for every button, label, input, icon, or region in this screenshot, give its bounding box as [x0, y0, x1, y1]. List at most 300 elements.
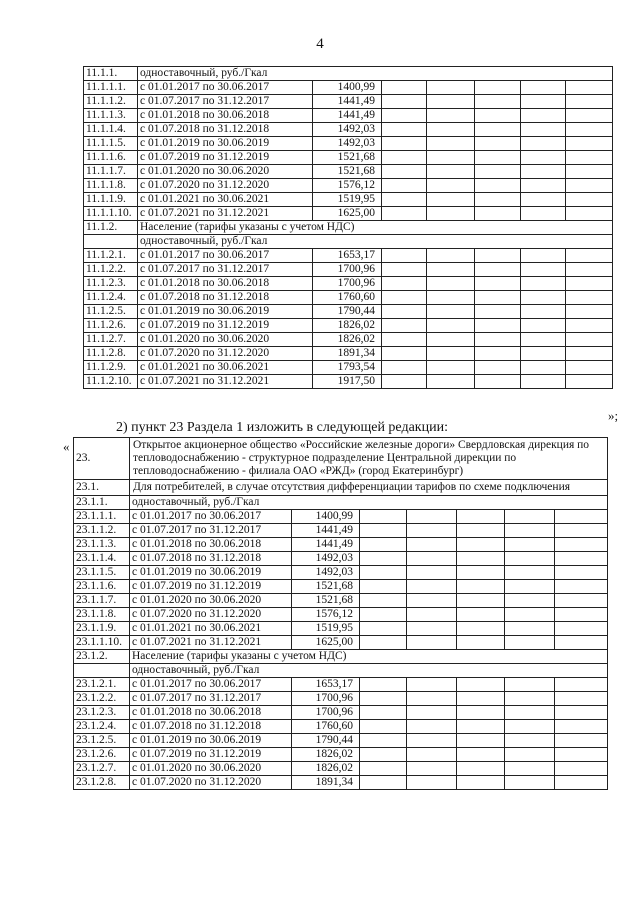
- row-code: 11.1.1.9.: [84, 193, 138, 207]
- table-row: [84, 221, 613, 235]
- table-row: [74, 706, 608, 720]
- empty-cell: [407, 692, 457, 706]
- table-row: [84, 67, 613, 81]
- table-row: [84, 151, 613, 165]
- row-period: с 01.01.2019 по 30.06.2019: [130, 566, 292, 580]
- row-heading: одноставочный, руб./Гкал: [130, 496, 608, 510]
- empty-cell: [427, 263, 475, 277]
- row-value: 1625,00: [313, 207, 382, 221]
- empty-cell: [382, 291, 427, 305]
- empty-cell: [566, 319, 613, 333]
- table-row: [84, 207, 613, 221]
- empty-cell: [427, 361, 475, 375]
- tariff-table-11: [83, 66, 613, 389]
- empty-cell: [505, 692, 555, 706]
- empty-cell: [521, 305, 566, 319]
- row-value: 1760,60: [292, 720, 360, 734]
- empty-cell: [555, 608, 608, 622]
- empty-cell: [360, 776, 407, 790]
- row-code: 11.1.2.10.: [84, 375, 138, 389]
- row-value: 1576,12: [313, 179, 382, 193]
- row-value: 1826,02: [292, 762, 360, 776]
- empty-cell: [505, 608, 555, 622]
- row-value: 1441,49: [292, 524, 360, 538]
- empty-cell: [427, 277, 475, 291]
- empty-cell: [360, 594, 407, 608]
- empty-cell: [457, 524, 505, 538]
- empty-cell: [382, 347, 427, 361]
- row-code: 11.1.1.6.: [84, 151, 138, 165]
- table-row: [74, 566, 608, 580]
- table-row: [84, 375, 613, 389]
- empty-cell: [566, 95, 613, 109]
- empty-cell: [457, 636, 505, 650]
- row-period: с 01.07.2019 по 31.12.2019: [138, 151, 313, 165]
- empty-cell: [505, 566, 555, 580]
- empty-cell: [475, 81, 521, 95]
- empty-cell: [475, 263, 521, 277]
- empty-cell: [475, 151, 521, 165]
- empty-cell: [457, 678, 505, 692]
- empty-cell: [475, 333, 521, 347]
- table-row: [84, 333, 613, 347]
- empty-cell: [475, 375, 521, 389]
- empty-cell: [457, 552, 505, 566]
- row-code: 23.1.2.8.: [74, 776, 130, 790]
- table-row: [74, 678, 608, 692]
- table-row: [84, 263, 613, 277]
- empty-cell: [521, 137, 566, 151]
- empty-cell: [407, 594, 457, 608]
- empty-cell: [407, 608, 457, 622]
- row-code: 11.1.1.10.: [84, 207, 138, 221]
- row-period: с 01.07.2017 по 31.12.2017: [130, 692, 292, 706]
- empty-cell: [555, 552, 608, 566]
- row-period: с 01.01.2020 по 30.06.2020: [130, 594, 292, 608]
- row-period: с 01.07.2017 по 31.12.2017: [130, 524, 292, 538]
- row-value: 1521,68: [292, 580, 360, 594]
- empty-cell: [475, 165, 521, 179]
- empty-cell: [521, 165, 566, 179]
- tariff-table-23: [73, 437, 608, 790]
- row-period: с 01.07.2019 по 31.12.2019: [130, 748, 292, 762]
- empty-cell: [475, 193, 521, 207]
- table-row: [74, 762, 608, 776]
- empty-cell: [521, 193, 566, 207]
- empty-cell: [555, 636, 608, 650]
- row-period: с 01.01.2017 по 30.06.2017: [130, 510, 292, 524]
- empty-cell: [505, 552, 555, 566]
- empty-cell: [555, 566, 608, 580]
- row-period: с 01.07.2019 по 31.12.2019: [130, 580, 292, 594]
- empty-cell: [457, 622, 505, 636]
- table-row: [74, 692, 608, 706]
- table-row: [74, 580, 608, 594]
- empty-cell: [360, 678, 407, 692]
- row-code: 23.1.2.6.: [74, 748, 130, 762]
- table-row: [74, 538, 608, 552]
- row-code: 23.1.2.7.: [74, 762, 130, 776]
- empty-cell: [360, 692, 407, 706]
- empty-cell: [521, 249, 566, 263]
- empty-cell: [505, 706, 555, 720]
- empty-cell: [555, 538, 608, 552]
- row-heading: одноставочный, руб./Гкал: [138, 67, 613, 81]
- empty-cell: [382, 165, 427, 179]
- empty-cell: [555, 622, 608, 636]
- row-value: 1700,96: [313, 277, 382, 291]
- row-value: 1441,49: [313, 95, 382, 109]
- empty-cell: [475, 319, 521, 333]
- empty-cell: [566, 193, 613, 207]
- empty-cell: [521, 95, 566, 109]
- row-period: с 01.07.2020 по 31.12.2020: [138, 347, 313, 361]
- empty-cell: [475, 109, 521, 123]
- row-value: 1700,96: [292, 706, 360, 720]
- row-code: 11.1.2.3.: [84, 277, 138, 291]
- empty-cell: [382, 151, 427, 165]
- empty-cell: [566, 291, 613, 305]
- table-row: [74, 650, 608, 664]
- row-period: с 01.07.2021 по 31.12.2021: [130, 636, 292, 650]
- empty-cell: [521, 123, 566, 137]
- empty-cell: [521, 361, 566, 375]
- empty-cell: [475, 361, 521, 375]
- row-heading: Открытое акционерное общество «Российские железные дороги» Свердловская дирекция по тепловодоснабжению - структурное подразделение Центральной дирекции по тепловодоснабжению - филиала ОАО «РЖД» (город Екатеринбург): [130, 438, 608, 480]
- row-period: с 01.01.2018 по 30.06.2018: [130, 538, 292, 552]
- empty-cell: [566, 137, 613, 151]
- row-period: с 01.01.2017 по 30.06.2017: [138, 81, 313, 95]
- empty-cell: [475, 137, 521, 151]
- row-period: с 01.07.2018 по 31.12.2018: [130, 720, 292, 734]
- closing-quote: »;: [608, 408, 619, 423]
- empty-cell: [427, 165, 475, 179]
- row-code: 23.1.2.2.: [74, 692, 130, 706]
- empty-cell: [382, 277, 427, 291]
- empty-cell: [360, 748, 407, 762]
- row-code: 23.1.1.: [74, 496, 130, 510]
- row-period: с 01.01.2021 по 30.06.2021: [130, 622, 292, 636]
- row-value: 1519,95: [292, 622, 360, 636]
- row-value: 1826,02: [313, 319, 382, 333]
- empty-cell: [475, 207, 521, 221]
- row-period: с 01.01.2020 по 30.06.2020: [138, 333, 313, 347]
- row-period: с 01.01.2018 по 30.06.2018: [138, 277, 313, 291]
- row-value: 1492,03: [292, 566, 360, 580]
- row-code: [84, 235, 138, 249]
- empty-cell: [360, 566, 407, 580]
- empty-cell: [505, 510, 555, 524]
- row-heading: Для потребителей, в случае отсутствия дифференциации тарифов по схеме подключения: [130, 480, 608, 496]
- row-heading: одноставочный, руб./Гкал: [130, 664, 608, 678]
- row-value: 1519,95: [313, 193, 382, 207]
- empty-cell: [457, 734, 505, 748]
- empty-cell: [505, 734, 555, 748]
- empty-cell: [505, 762, 555, 776]
- empty-cell: [457, 594, 505, 608]
- row-code: 11.1.1.8.: [84, 179, 138, 193]
- table-row: [84, 235, 613, 249]
- empty-cell: [475, 277, 521, 291]
- row-period: с 01.07.2018 по 31.12.2018: [138, 291, 313, 305]
- table-row: [74, 496, 608, 510]
- table-row: [84, 109, 613, 123]
- empty-cell: [555, 524, 608, 538]
- table-row: [74, 552, 608, 566]
- empty-cell: [382, 319, 427, 333]
- row-value: 1521,68: [313, 151, 382, 165]
- row-code: 11.1.2.2.: [84, 263, 138, 277]
- empty-cell: [382, 207, 427, 221]
- table-row: [74, 734, 608, 748]
- empty-cell: [555, 678, 608, 692]
- row-period: с 01.01.2019 по 30.06.2019: [130, 734, 292, 748]
- empty-cell: [407, 580, 457, 594]
- empty-cell: [427, 319, 475, 333]
- table-row: [84, 305, 613, 319]
- empty-cell: [566, 347, 613, 361]
- row-value: 1492,03: [313, 137, 382, 151]
- empty-cell: [475, 95, 521, 109]
- empty-cell: [427, 347, 475, 361]
- empty-cell: [360, 538, 407, 552]
- empty-cell: [407, 524, 457, 538]
- empty-cell: [382, 179, 427, 193]
- row-value: 1492,03: [313, 123, 382, 137]
- table-row: [84, 319, 613, 333]
- row-code: 11.1.1.5.: [84, 137, 138, 151]
- empty-cell: [407, 678, 457, 692]
- empty-cell: [407, 776, 457, 790]
- table-row: [74, 664, 608, 678]
- row-code: 23.1.2.5.: [74, 734, 130, 748]
- empty-cell: [457, 538, 505, 552]
- row-code: 23.1.1.9.: [74, 622, 130, 636]
- row-value: 1793,54: [313, 361, 382, 375]
- row-period: с 01.01.2020 по 30.06.2020: [130, 762, 292, 776]
- empty-cell: [407, 566, 457, 580]
- table-row: [84, 193, 613, 207]
- row-value: 1441,49: [292, 538, 360, 552]
- empty-cell: [566, 375, 613, 389]
- empty-cell: [407, 552, 457, 566]
- empty-cell: [407, 734, 457, 748]
- table-row: [74, 608, 608, 622]
- empty-cell: [566, 263, 613, 277]
- empty-cell: [521, 81, 566, 95]
- row-code: 11.1.2.9.: [84, 361, 138, 375]
- row-code: 23.1.1.1.: [74, 510, 130, 524]
- empty-cell: [555, 594, 608, 608]
- table-row: [74, 510, 608, 524]
- table-row: [74, 480, 608, 496]
- empty-cell: [427, 137, 475, 151]
- empty-cell: [521, 347, 566, 361]
- row-code: 23.1.2.3.: [74, 706, 130, 720]
- row-code: 11.1.1.1.: [84, 81, 138, 95]
- row-period: с 01.07.2021 по 31.12.2021: [138, 375, 313, 389]
- empty-cell: [360, 524, 407, 538]
- empty-cell: [427, 305, 475, 319]
- row-value: 1790,44: [313, 305, 382, 319]
- empty-cell: [457, 580, 505, 594]
- row-value: 1653,17: [313, 249, 382, 263]
- empty-cell: [566, 179, 613, 193]
- table-row: [74, 720, 608, 734]
- table-row: [74, 776, 608, 790]
- empty-cell: [475, 249, 521, 263]
- empty-cell: [505, 748, 555, 762]
- row-period: с 01.07.2018 по 31.12.2018: [138, 123, 313, 137]
- row-period: с 01.07.2020 по 31.12.2020: [130, 608, 292, 622]
- empty-cell: [505, 678, 555, 692]
- row-code: 11.1.1.4.: [84, 123, 138, 137]
- empty-cell: [360, 552, 407, 566]
- row-value: 1891,34: [313, 347, 382, 361]
- amendment-instruction: 2) пункт 23 Раздела 1 изложить в следующей редакции:: [116, 420, 448, 435]
- empty-cell: [475, 305, 521, 319]
- empty-cell: [521, 263, 566, 277]
- row-period: с 01.07.2021 по 31.12.2021: [138, 207, 313, 221]
- empty-cell: [475, 179, 521, 193]
- row-period: с 01.01.2021 по 30.06.2021: [138, 193, 313, 207]
- table-row: [84, 179, 613, 193]
- row-heading: Население (тарифы указаны с учетом НДС): [130, 650, 608, 664]
- empty-cell: [457, 510, 505, 524]
- empty-cell: [457, 608, 505, 622]
- empty-cell: [555, 776, 608, 790]
- row-code: 23.1.1.10.: [74, 636, 130, 650]
- empty-cell: [555, 580, 608, 594]
- row-code: 23.1.2.4.: [74, 720, 130, 734]
- row-value: 1826,02: [313, 333, 382, 347]
- row-code: 23.1.2.1.: [74, 678, 130, 692]
- empty-cell: [555, 762, 608, 776]
- table-row: [84, 361, 613, 375]
- empty-cell: [566, 109, 613, 123]
- empty-cell: [505, 720, 555, 734]
- table-row: [84, 249, 613, 263]
- empty-cell: [360, 580, 407, 594]
- empty-cell: [427, 109, 475, 123]
- row-code: 23.1.1.6.: [74, 580, 130, 594]
- empty-cell: [382, 193, 427, 207]
- empty-cell: [427, 375, 475, 389]
- empty-cell: [427, 193, 475, 207]
- row-value: 1400,99: [313, 81, 382, 95]
- empty-cell: [555, 510, 608, 524]
- row-period: с 01.01.2021 по 30.06.2021: [138, 361, 313, 375]
- row-period: с 01.07.2017 по 31.12.2017: [138, 263, 313, 277]
- empty-cell: [382, 333, 427, 347]
- row-period: с 01.01.2019 по 30.06.2019: [138, 137, 313, 151]
- row-period: с 01.07.2017 по 31.12.2017: [138, 95, 313, 109]
- row-value: 1700,96: [313, 263, 382, 277]
- empty-cell: [521, 375, 566, 389]
- row-period: с 01.07.2019 по 31.12.2019: [138, 319, 313, 333]
- empty-cell: [382, 361, 427, 375]
- empty-cell: [382, 81, 427, 95]
- row-period: с 01.01.2019 по 30.06.2019: [138, 305, 313, 319]
- table-row: [74, 636, 608, 650]
- empty-cell: [555, 720, 608, 734]
- row-value: 1653,17: [292, 678, 360, 692]
- empty-cell: [457, 566, 505, 580]
- empty-cell: [427, 123, 475, 137]
- row-period: с 01.01.2020 по 30.06.2020: [138, 165, 313, 179]
- empty-cell: [566, 123, 613, 137]
- row-period: с 01.07.2020 по 31.12.2020: [138, 179, 313, 193]
- empty-cell: [382, 375, 427, 389]
- empty-cell: [505, 622, 555, 636]
- table-row: [84, 291, 613, 305]
- row-value: 1441,49: [313, 109, 382, 123]
- row-code: 23.1.1.2.: [74, 524, 130, 538]
- empty-cell: [360, 622, 407, 636]
- table-row: [84, 81, 613, 95]
- empty-cell: [505, 594, 555, 608]
- row-period: с 01.01.2017 по 30.06.2017: [138, 249, 313, 263]
- empty-cell: [475, 347, 521, 361]
- table-row: [84, 137, 613, 151]
- row-code: 23.1.1.5.: [74, 566, 130, 580]
- empty-cell: [457, 720, 505, 734]
- empty-cell: [427, 333, 475, 347]
- row-value: 1521,68: [292, 594, 360, 608]
- empty-cell: [360, 608, 407, 622]
- empty-cell: [360, 720, 407, 734]
- table-row: [84, 95, 613, 109]
- empty-cell: [427, 291, 475, 305]
- empty-cell: [382, 263, 427, 277]
- empty-cell: [407, 622, 457, 636]
- empty-cell: [382, 109, 427, 123]
- row-period: с 01.01.2017 по 30.06.2017: [130, 678, 292, 692]
- empty-cell: [382, 305, 427, 319]
- empty-cell: [555, 692, 608, 706]
- opening-quote: «: [63, 439, 70, 454]
- row-code: 11.1.2.: [84, 221, 138, 235]
- empty-cell: [360, 734, 407, 748]
- empty-cell: [427, 81, 475, 95]
- empty-cell: [566, 249, 613, 263]
- empty-cell: [566, 81, 613, 95]
- row-code: 11.1.2.7.: [84, 333, 138, 347]
- table-row: [74, 622, 608, 636]
- empty-cell: [566, 165, 613, 179]
- table-row: [74, 438, 608, 480]
- empty-cell: [360, 510, 407, 524]
- row-code: 23.1.2.: [74, 650, 130, 664]
- row-code: 23.1.: [74, 480, 130, 496]
- empty-cell: [427, 179, 475, 193]
- empty-cell: [566, 361, 613, 375]
- row-value: 1891,34: [292, 776, 360, 790]
- empty-cell: [407, 762, 457, 776]
- row-value: 1625,00: [292, 636, 360, 650]
- empty-cell: [521, 333, 566, 347]
- empty-cell: [427, 151, 475, 165]
- empty-cell: [427, 249, 475, 263]
- empty-cell: [521, 179, 566, 193]
- empty-cell: [521, 277, 566, 291]
- empty-cell: [457, 748, 505, 762]
- page-number: 4: [316, 36, 324, 52]
- row-period: с 01.01.2018 по 30.06.2018: [138, 109, 313, 123]
- empty-cell: [382, 249, 427, 263]
- empty-cell: [360, 762, 407, 776]
- empty-cell: [521, 291, 566, 305]
